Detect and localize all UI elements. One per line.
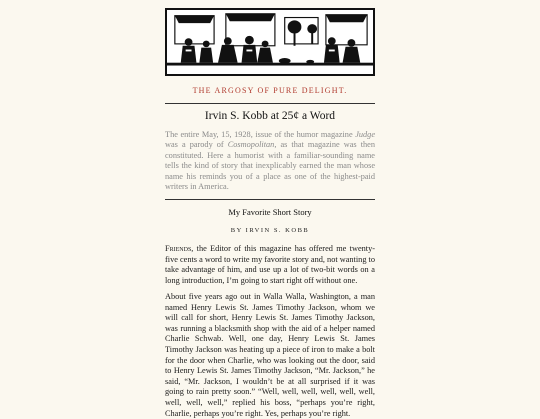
story-title: My Favorite Short Story [228, 207, 312, 217]
header-illustration [165, 8, 375, 76]
story-byline: BY IRVIN S. KOBB [230, 227, 310, 234]
intro-judge: Judge [355, 130, 375, 139]
intro-cosmopolitan: Cosmopolitan [227, 140, 275, 150]
street-scene-image [167, 10, 373, 74]
article-title: Irvin S. Kobb at 25¢ a Word [204, 110, 336, 122]
intro-text-3: , as that magazine was then constituted. Here a humorist with a familiar-sounding name tells the kind of story that inexplicably earned the man whose name his reminds you of a place as one of the highest-paid writers in America. [165, 140, 375, 192]
story-paragraph-2: About five years ago out in Walla Walla, Washington, a man named Henry Lewis St. James Timothy Jackson, whom we will call for short, Henry Lewis St. James Timothy Jackson, was running a blacksmith shop with the aid of a helper named Charlie Schwab. Well, one day, Henry Lewis St. James Timothy Jackson was heating up a piece of iron to make a bolt for the door when Charlie, who was looking out the door, said to Henry Lewis St. James Timothy Jackson, “Mr. Jackson,” he said, “Mr. Jackson, I wouldn’t be at all surprised if it was going to rain pretty soon.” “Well, well, well, well, well, well, well, well, well,” replied his boss, “perhaps you’re right, Charlie, perhaps you’re right. Yes, perhaps you’re right. [165, 292, 375, 418]
story-paragraph-1 [165, 244, 375, 286]
paragraph-1-text: , the Editor of this magazine has offered me twenty-five cents a word to write my favorite story and, not wanting to take advantage of him, and use up a lot of two-bit words on a long introduction, I’m going to start right off without one. [165, 244, 375, 285]
divider-bottom [165, 199, 375, 200]
paragraph-lead-word: Friends [165, 244, 192, 253]
intro-text-1: The entire May, 15, 1928, issue of the humor magazine [165, 130, 356, 139]
divider-top [165, 103, 375, 104]
intro-text-2: was a parody of [165, 140, 228, 150]
magazine-tagline: THE ARGOSY OF PURE DELIGHT. [192, 86, 348, 95]
intro-paragraph [165, 130, 375, 192]
